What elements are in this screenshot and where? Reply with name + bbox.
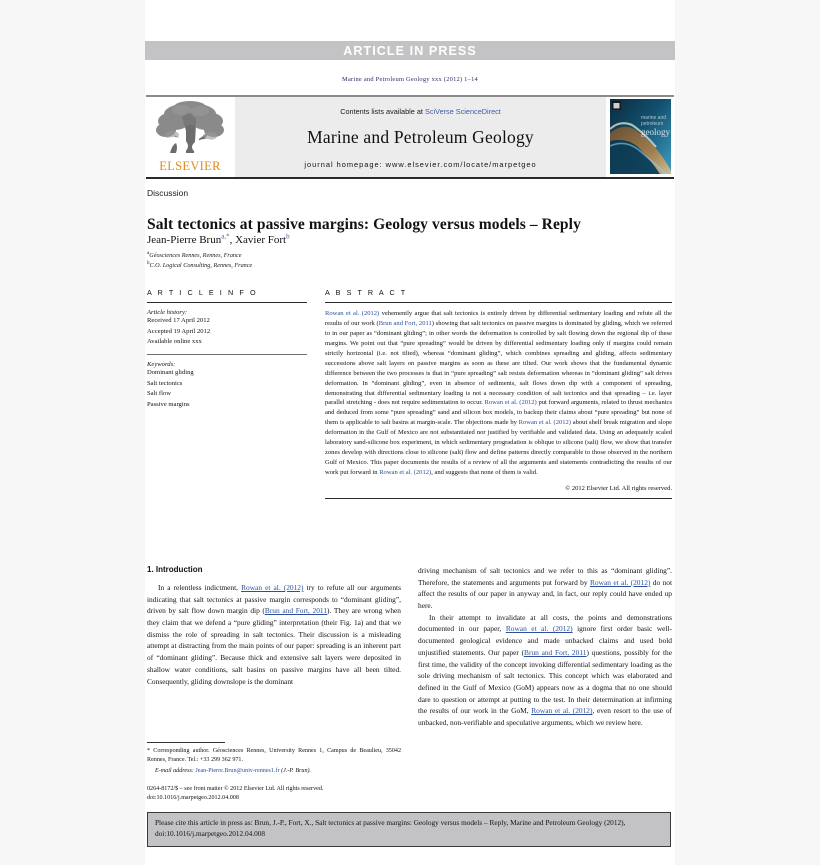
footnote-block [147,742,401,774]
masthead-center [235,97,606,177]
elsevier-logo [146,97,235,177]
affiliation-a: $^a$Géosciences Rennes, Rennes, France [147,251,242,260]
para-seg: ignore first order basic well-documented geological evidence and made unbacked claims and used bold unjustified statements. Our paper ( [418,624,673,657]
abstract-seg: ) showing that salt tectonics on passive margins is dominated by gliding, which we referred to in our paper as “dominant gliding”; in other words the deformation is controlled by salt flowing down the regional dip of these margins. We point out that “pure spreading” would be driven by differential sedimentary loading only if margins could remain strictly horizontal (i.e. not tilted), whereas “dominant gliding”, which combines spreading and gliding, affects sedimentary successions above salt layers on passive margins as soon as these are tilted. Our work shows that the fundamental dynamic difference between the two processes is that in “pure spreading” salt resists deformation whereas in “dominant gliding” salt drives deformation. In “dominant gliding”, even in absence of sediments, salt flows down dip with a component of spreading, demonstrating that differential sedimentary loading is not a necessary condition of salt tectonics and that spreading – i.e. layer parallel stretching - does not require sedimentation to occur. [325,319,673,407]
elsevier-wordmark: ELSEVIER [159,159,221,173]
para-seg: In a relentless indictment, [158,583,242,592]
inline-citation[interactable]: Brun and Fort, 2011 [264,606,328,616]
running-head: Marine and Petroleum Geology xxx (2012) 1–14 [342,76,478,83]
corresponding-author-note: * Corresponding author. Géosciences Rennes, University Rennes 1, Campus de Beaulieu, 35042 Rennes, France. Tel.: +33 299 362 971. [147,748,401,764]
contents-available-line [340,107,501,116]
abstract-citation[interactable]: Brun and Fort, 2011 [378,319,432,327]
elsevier-tree-icon [152,101,228,155]
issn-line: 0264-8172/$ – see front matter © 2012 Elsevier Ltd. All rights reserved. [147,786,324,792]
svg-text:petroleum: petroleum [641,121,664,127]
history-item: Available online xxx [147,338,202,346]
affiliations [147,250,667,271]
para-seg: ). They are wrong when they claim that we defend a “pure gliding” interpretation (their Fig. 1a) and that we dismiss the role of spreading in salt tectonics. Their discussion is a misleading attempt at distracting from the main points of our paper: spreading is an inherent part of “dominant gliding”. Because thick and extensive salt layers were deposited in shallow water conditions, salt basins on passive margins have all been tilted. Consequently, gliding downslope is the dominant [147,606,401,686]
para-seg: In their attempt to invalidate at all costs, the points and demonstrations documented in our paper, [418,612,672,634]
para-seg: , even resort to the use of unbacked, non-verifiable and speculative arguments, which we review here. [418,706,672,727]
abstract-rule-bottom [325,498,672,499]
article-history-title: Article history: [147,309,188,316]
body-column-right [418,565,672,729]
issn-doi-block [147,785,447,803]
info-rule-mid [147,354,307,355]
sciencedirect-link[interactable]: SciVerse ScienceDirect [424,106,501,116]
cover-artwork [610,99,671,174]
para-seg: driving mechanism of salt tectonics and we refer to this as “dominant gliding”. Therefore, the statements and arguments put forward by [418,566,672,587]
history-item: Accepted 19 April 2012 [147,327,211,335]
email-label: E-mail address: [155,767,196,774]
abstract-citation[interactable]: Rowan et al. (2012) [325,310,380,317]
abstract-seg: put forward arguments, related to thrust mechanics and deduced from some “pure spreading” sand and silicon box models, to backup their claims about “pure spreading” but none of them is applicable to salt basins at margin-scale. The objections made by [325,399,672,427]
article-section-kind: Discussion [147,188,189,198]
doi-line: doi:10.1016/j.marpetgeo.2012.04.008 [147,795,239,802]
keyword-item: Salt flow [147,390,171,398]
abstract-citation[interactable]: Rowan et al. (2012) [379,469,432,476]
journal-cover-thumbnail [606,97,674,177]
abstract-rule-top [325,302,672,303]
journal-title: Marine and Petroleum Geology [307,126,534,147]
article-title: Salt tectonics at passive margins: Geology versus models – Reply [147,216,581,234]
abstract-column [317,288,672,499]
please-cite-text: Please cite this article in press as: Brun, J.-P., Fort, X., Salt tectonics at passive margins: Geology versus models – Reply, Marine and Petroleum Geology (2012), doi:10.1016/j.marpetgeo.2012.04.008 [155,818,626,838]
abstract-seg: , and suggests that none of them is valid. [431,469,538,476]
article-info-heading: A R T I C L E I N F O [147,288,258,297]
abstract-citation[interactable]: Rowan et al. (2012) [484,399,537,407]
abstract-seg: vehemently argue that salt tectonics is entirely driven by differential sedimentary loading and refute all the results of our work ( [325,310,673,327]
footnote-rule [147,742,225,743]
paragraph [418,612,672,729]
keyword-item: Salt tectonics [147,379,183,387]
please-cite-box [147,812,671,847]
keywords-title: Keywords: [147,361,176,369]
abstract-seg: about shelf break migration and slope deformation in the Gulf of Mexico are not substantiated nor justified by verifiable and validated data. Using an adequately scaled laboratory sand-silicone box experiment, in which sedimentary progradation is oblique to silicone (salt) flow, we show that transfer zones develop with directions close to silicone (salt) flow and define patterns directly comparable to those observed in the northern Gulf of Mexico. This paper documents the results of a review of all the arguments and statements contradicting the results of our work put forward in [325,419,673,476]
body-columns [147,565,672,729]
journal-masthead [146,95,674,179]
author-list [147,232,667,246]
email-suffix: (J.-P. Brun). [279,767,312,774]
inline-citation[interactable]: Rowan et al. (2012) [531,706,593,716]
article-in-press-label: ARTICLE IN PRESS [343,43,477,58]
affiliation-a-text: Géosciences Rennes, Rennes, France [149,252,242,260]
section-heading-introduction: 1. Introduction [147,565,203,574]
journal-homepage-url[interactable]: journal homepage: www.elsevier.com/locate/marpetgeo [304,159,537,169]
email-link[interactable]: Jean-Pierre.Brun@univ-rennes1.fr [195,767,280,774]
paragraph [147,582,401,687]
inline-citation[interactable]: Rowan et al. (2012) [589,577,651,587]
abstract-copyright: © 2012 Elsevier Ltd. All rights reserved. [565,484,672,492]
svg-text:marine and: marine and [641,115,667,121]
svg-text:geology: geology [641,127,670,137]
para-seg: try to refute all our arguments indicating that salt tectonics at passive margin corresponds to “dominant gliding”, driven by salt flow down margin dip ( [147,583,401,616]
inline-citation[interactable]: Rowan et al. (2012) [505,624,573,634]
contents-prefix: Contents lists available at [340,106,425,116]
paper-page [145,0,675,865]
abstract-text [325,309,672,478]
article-in-press-banner [145,41,675,60]
para-seg: ) questions, possibly for the first time, the validity of the concept invoking differential sedimentary loading as the sole driving mechanism of salt tectonics. This concept which was elaborated and defined in the Gulf of Mexico (GoM) appears now as a dogma that no one should dare to question or attempt at putting to the test. In their determination at infirming the results of our work in the GoM, [418,647,672,716]
info-abstract-row [147,288,672,499]
affiliation-b-text: C.O. Logical Consulting, Rennes, France [149,262,253,270]
article-info-column [147,288,317,499]
inline-citation[interactable]: Brun and Fort, 2011 [524,647,587,657]
abstract-citation[interactable]: Rowan et al. (2012) [518,419,571,427]
author-names: Jean-Pierre Brun$^{a,*}$, Xavier Fort$^b$ [147,232,290,246]
cover-satellite-image [610,99,671,174]
affiliation-b: $^b$C.O. Logical Consulting, Rennes, France [147,261,253,270]
keyword-item: Dominant gliding [147,369,194,377]
paragraph [418,565,672,612]
body-column-left [147,565,401,729]
history-item: Received 17 April 2012 [147,317,210,324]
inline-citation[interactable]: Rowan et al. (2012) [241,583,304,592]
keyword-item: Passive margins [147,401,190,409]
para-seg: do not affect the results of our paper in anyway and, in fact, our reply could have ended up here. [418,577,672,611]
email-note [147,768,401,774]
abstract-heading: A B S T R A C T [325,288,408,297]
info-rule-top [147,302,307,303]
